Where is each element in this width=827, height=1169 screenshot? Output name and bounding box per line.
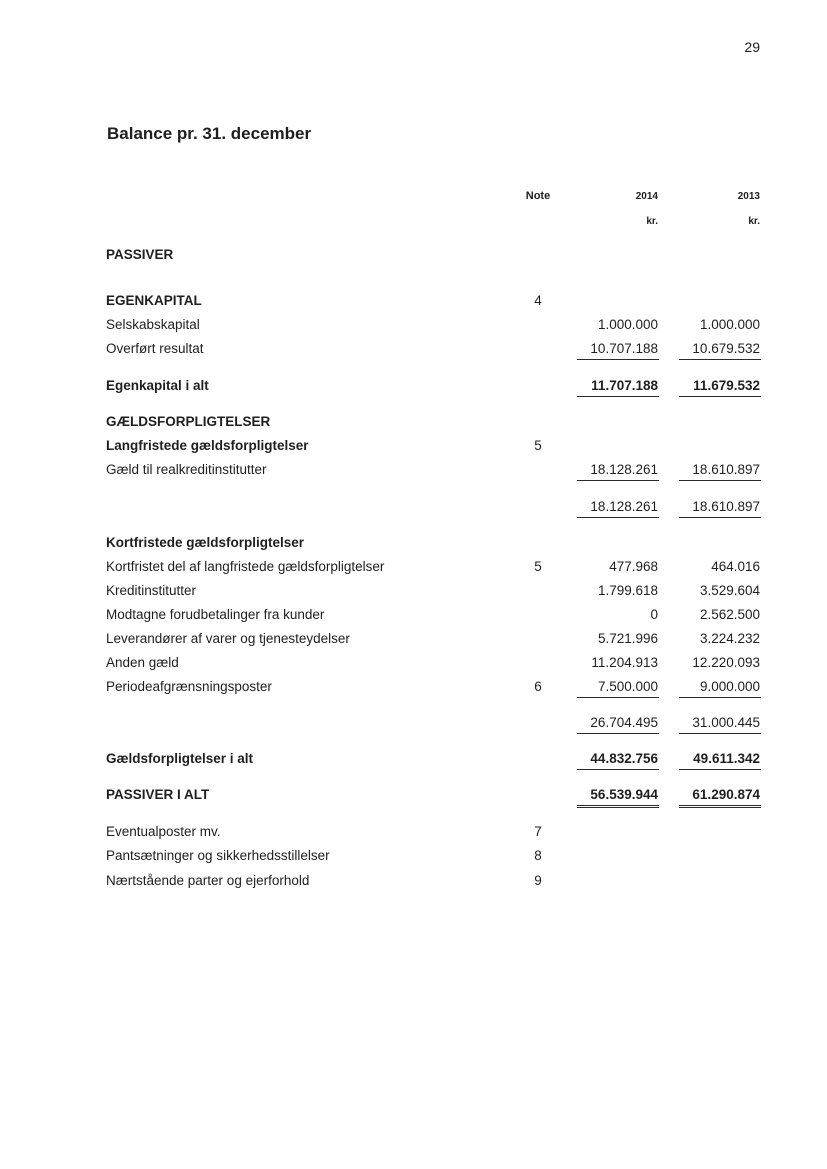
value-2014: 18.128.261 bbox=[590, 462, 658, 477]
value-2014: 11.204.913 bbox=[591, 655, 658, 670]
underline bbox=[577, 359, 659, 360]
grand-total-2013: 61.290.874 bbox=[692, 787, 760, 802]
row-label: Leverandører af varer og tjenesteydelser bbox=[106, 631, 350, 646]
value-2013: 10.679.532 bbox=[692, 341, 760, 356]
underline bbox=[679, 769, 761, 770]
row-label: Overført resultat bbox=[106, 341, 204, 356]
underline bbox=[577, 733, 659, 734]
value-2013: 3.529.604 bbox=[699, 583, 760, 598]
row-note: 6 bbox=[534, 679, 542, 694]
value-2014: 477.968 bbox=[609, 559, 658, 574]
value-2014: 5.721.996 bbox=[597, 631, 658, 646]
underline bbox=[577, 517, 659, 518]
page-title: Balance pr. 31. december bbox=[107, 124, 312, 143]
value-2013: 18.610.897 bbox=[692, 462, 760, 477]
langfristede-note: 5 bbox=[534, 438, 542, 453]
langfristede-subtotal-2014: 18.128.261 bbox=[590, 499, 658, 514]
unit-2013-header: kr. bbox=[748, 216, 760, 227]
langfristede-heading: Langfristede gældsforpligtelser bbox=[106, 438, 309, 453]
egenkapital-note: 4 bbox=[534, 293, 542, 308]
underline bbox=[679, 697, 761, 698]
row-label: Selskabskapital bbox=[106, 317, 200, 332]
year-2014-header: 2014 bbox=[635, 191, 658, 202]
unit-2014-header: kr. bbox=[646, 216, 658, 227]
underline bbox=[679, 396, 761, 397]
value-2013: 2.562.500 bbox=[699, 607, 760, 622]
double-underline bbox=[577, 805, 659, 808]
row-label: Anden gæld bbox=[106, 655, 179, 670]
gaeld-total-2013: 49.611.342 bbox=[693, 751, 760, 766]
underline bbox=[577, 396, 659, 397]
gaeld-total-label: Gældsforpligtelser i alt bbox=[106, 751, 254, 766]
value-2013: 1.000.000 bbox=[699, 317, 760, 332]
row-label: Modtagne forudbetalinger fra kunder bbox=[106, 607, 325, 622]
year-2013-header: 2013 bbox=[737, 191, 760, 202]
value-2013: 12.220.093 bbox=[692, 655, 760, 670]
notes-list-note: 9 bbox=[534, 873, 542, 888]
value-2014: 1.799.618 bbox=[597, 583, 658, 598]
row-label: Periodeafgrænsningsposter bbox=[106, 679, 272, 694]
double-underline bbox=[679, 805, 761, 808]
underline bbox=[679, 517, 761, 518]
underline bbox=[577, 697, 659, 698]
notes-list-item: Pantsætninger og sikkerhedsstillelser bbox=[106, 848, 330, 863]
value-2014: 1.000.000 bbox=[597, 317, 658, 332]
underline bbox=[679, 480, 761, 481]
egenkapital-heading: EGENKAPITAL bbox=[106, 293, 202, 308]
notes-list-note: 8 bbox=[534, 848, 542, 863]
row-label: Kortfristet del af langfristede gældsforpligtelser bbox=[106, 559, 385, 574]
egenkapital-total-2014: 11.707.188 bbox=[591, 378, 658, 393]
underline bbox=[679, 733, 761, 734]
langfristede-subtotal-2013: 18.610.897 bbox=[692, 499, 760, 514]
grand-total-2014: 56.539.944 bbox=[590, 787, 658, 802]
gaeld-heading: GÆLDSFORPLIGTELSER bbox=[106, 414, 271, 429]
row-note: 5 bbox=[534, 559, 542, 574]
underline bbox=[577, 480, 659, 481]
value-2014: 10.707.188 bbox=[590, 341, 658, 356]
note-column-header: Note bbox=[525, 190, 551, 202]
grand-total-label: PASSIVER I ALT bbox=[106, 787, 210, 802]
notes-list-item: Nærtstående parter og ejerforhold bbox=[106, 873, 310, 888]
underline bbox=[679, 359, 761, 360]
value-2013: 3.224.232 bbox=[699, 631, 760, 646]
row-label: Gæld til realkreditinstitutter bbox=[106, 462, 267, 477]
kortfristede-heading: Kortfristede gældsforpligtelser bbox=[106, 535, 305, 550]
value-2013: 464.016 bbox=[711, 559, 760, 574]
value-2013: 9.000.000 bbox=[699, 679, 760, 694]
value-2014: 0 bbox=[650, 607, 658, 622]
section-heading: PASSIVER bbox=[106, 247, 174, 262]
underline bbox=[577, 769, 659, 770]
notes-list-item: Eventualposter mv. bbox=[106, 824, 221, 839]
egenkapital-total-label: Egenkapital i alt bbox=[106, 378, 209, 393]
kortfristede-subtotal-2013: 31.000.445 bbox=[692, 715, 760, 730]
page-number: 29 bbox=[744, 39, 760, 55]
egenkapital-total-2013: 11.679.532 bbox=[693, 378, 760, 393]
row-label: Kreditinstitutter bbox=[106, 583, 197, 598]
gaeld-total-2014: 44.832.756 bbox=[590, 751, 658, 766]
kortfristede-subtotal-2014: 26.704.495 bbox=[590, 715, 658, 730]
value-2014: 7.500.000 bbox=[597, 679, 658, 694]
notes-list-note: 7 bbox=[534, 824, 542, 839]
